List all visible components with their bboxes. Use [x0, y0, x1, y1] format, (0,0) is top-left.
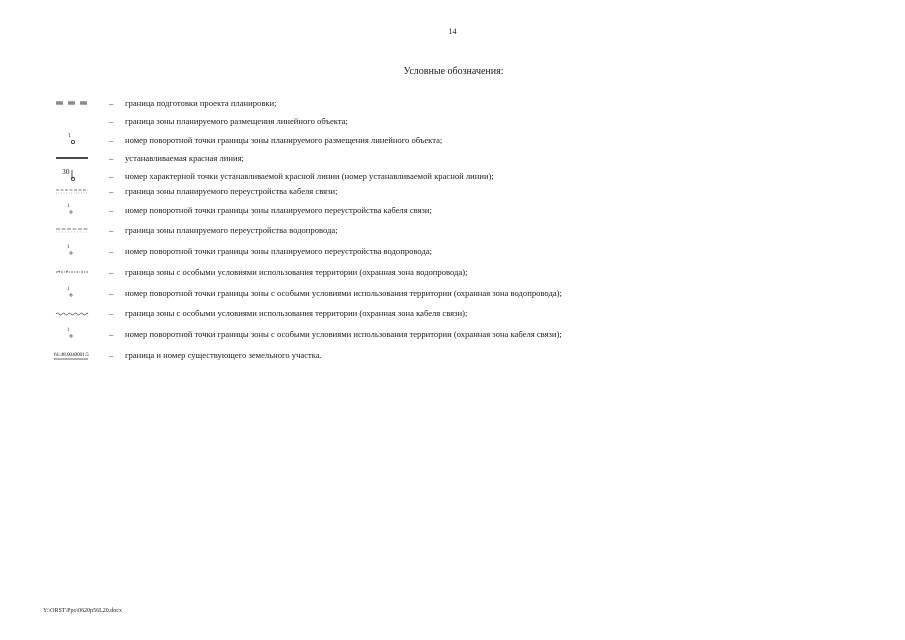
legend-description: номер поворотной точки границы зоны планируемого размещения линейного объекта; — [125, 135, 443, 145]
legend-description: граница зоны с особыми условиями использования территории (охранная зона кабеля связи); — [125, 308, 468, 318]
empty-symbol — [52, 114, 92, 128]
legend-item — [52, 348, 872, 362]
legend-item — [52, 327, 872, 341]
legend-item — [52, 223, 872, 237]
legend-title: Условные обозначения: — [403, 66, 504, 77]
cable-zone-line-symbol — [52, 184, 92, 198]
legend-item — [52, 203, 872, 217]
legend-dash: – — [109, 329, 114, 339]
point-number-label: 1 — [67, 328, 70, 333]
legend-description: номер поворотной точки границы зоны с особыми условиями использования территории (охранная зона кабеля связи); — [125, 329, 562, 339]
legend-item — [52, 244, 872, 258]
legend-description: номер поворотной точки границы зоны планируемого переустройства водопровода; — [125, 246, 433, 256]
page-number: 14 — [448, 27, 457, 36]
legend-description: номер поворотной точки границы зоны с особыми условиями использования территории (охранная зона водопровода); — [125, 288, 562, 298]
legend-description: граница зоны планируемого переустройства кабеля связи; — [125, 186, 338, 196]
legend-item — [52, 114, 872, 128]
footer-file-path: Y:\ORST\Ppo\0620p56L20.docx — [43, 608, 122, 614]
small-point-symbol — [52, 244, 92, 258]
legend-description: граница и номер существующего земельного участка. — [125, 350, 322, 360]
legend-description: номер поворотной точки границы зоны планируемого переустройства кабеля связи; — [125, 205, 432, 215]
legend-description: номер характерной точки устанавливаемой красной линии (номер устанавливаемой красной линии); — [125, 171, 494, 181]
small-point-symbol — [52, 203, 92, 217]
legend-description: устанавливаемая красная линия; — [125, 153, 244, 163]
small-point-symbol — [52, 327, 92, 341]
parcel-number-label: 61:48:0040001:5 — [54, 352, 89, 358]
legend-dash: – — [109, 246, 114, 256]
small-point-symbol — [52, 286, 92, 300]
legend-dash: – — [109, 225, 114, 235]
legend-description: граница подготовки проекта планировки; — [125, 98, 277, 108]
legend-description: граница зоны планируемого переустройства водопровода; — [125, 225, 338, 235]
legend-dash: – — [109, 205, 114, 215]
wavy-line-symbol — [52, 306, 92, 320]
legend-dash: – — [109, 135, 114, 145]
legend-dash: – — [109, 350, 114, 360]
point-marker-symbol — [52, 133, 92, 147]
solid-black-line-symbol — [52, 151, 92, 165]
legend-item — [52, 184, 872, 198]
point-number-label: 1 — [67, 245, 70, 250]
legend-dash: – — [109, 116, 114, 126]
legend-dash: – — [109, 171, 114, 181]
legend-description: граница зоны с особыми условиями использования территории (охранная зона водопровода); — [125, 267, 468, 277]
legend-description: граница зоны планируемого размещения линейного объекта; — [125, 116, 348, 126]
protected-water-line-symbol — [52, 265, 92, 279]
red-line-point-symbol — [52, 169, 92, 183]
point-number-label: 1 — [67, 204, 70, 209]
legend-item — [52, 265, 872, 279]
legend-item — [52, 306, 872, 320]
legend-dash: – — [109, 98, 114, 108]
legend-item — [52, 169, 872, 183]
legend-dash: – — [109, 153, 114, 163]
legend-item — [52, 286, 872, 300]
dashed-gray-line-symbol — [52, 96, 92, 110]
red-line-point-label: 30 — [62, 167, 70, 176]
legend-item — [52, 151, 872, 165]
legend-dash: – — [109, 308, 114, 318]
legend-dash: – — [109, 186, 114, 196]
water-zone-line-symbol — [52, 223, 92, 237]
legend-dash: – — [109, 288, 114, 298]
parcel-label-symbol — [52, 348, 92, 362]
point-number-label: 1 — [67, 287, 70, 292]
point-number-label: 1 — [68, 133, 71, 139]
legend-item — [52, 96, 872, 110]
legend-dash: – — [109, 267, 114, 277]
legend-item — [52, 133, 872, 147]
